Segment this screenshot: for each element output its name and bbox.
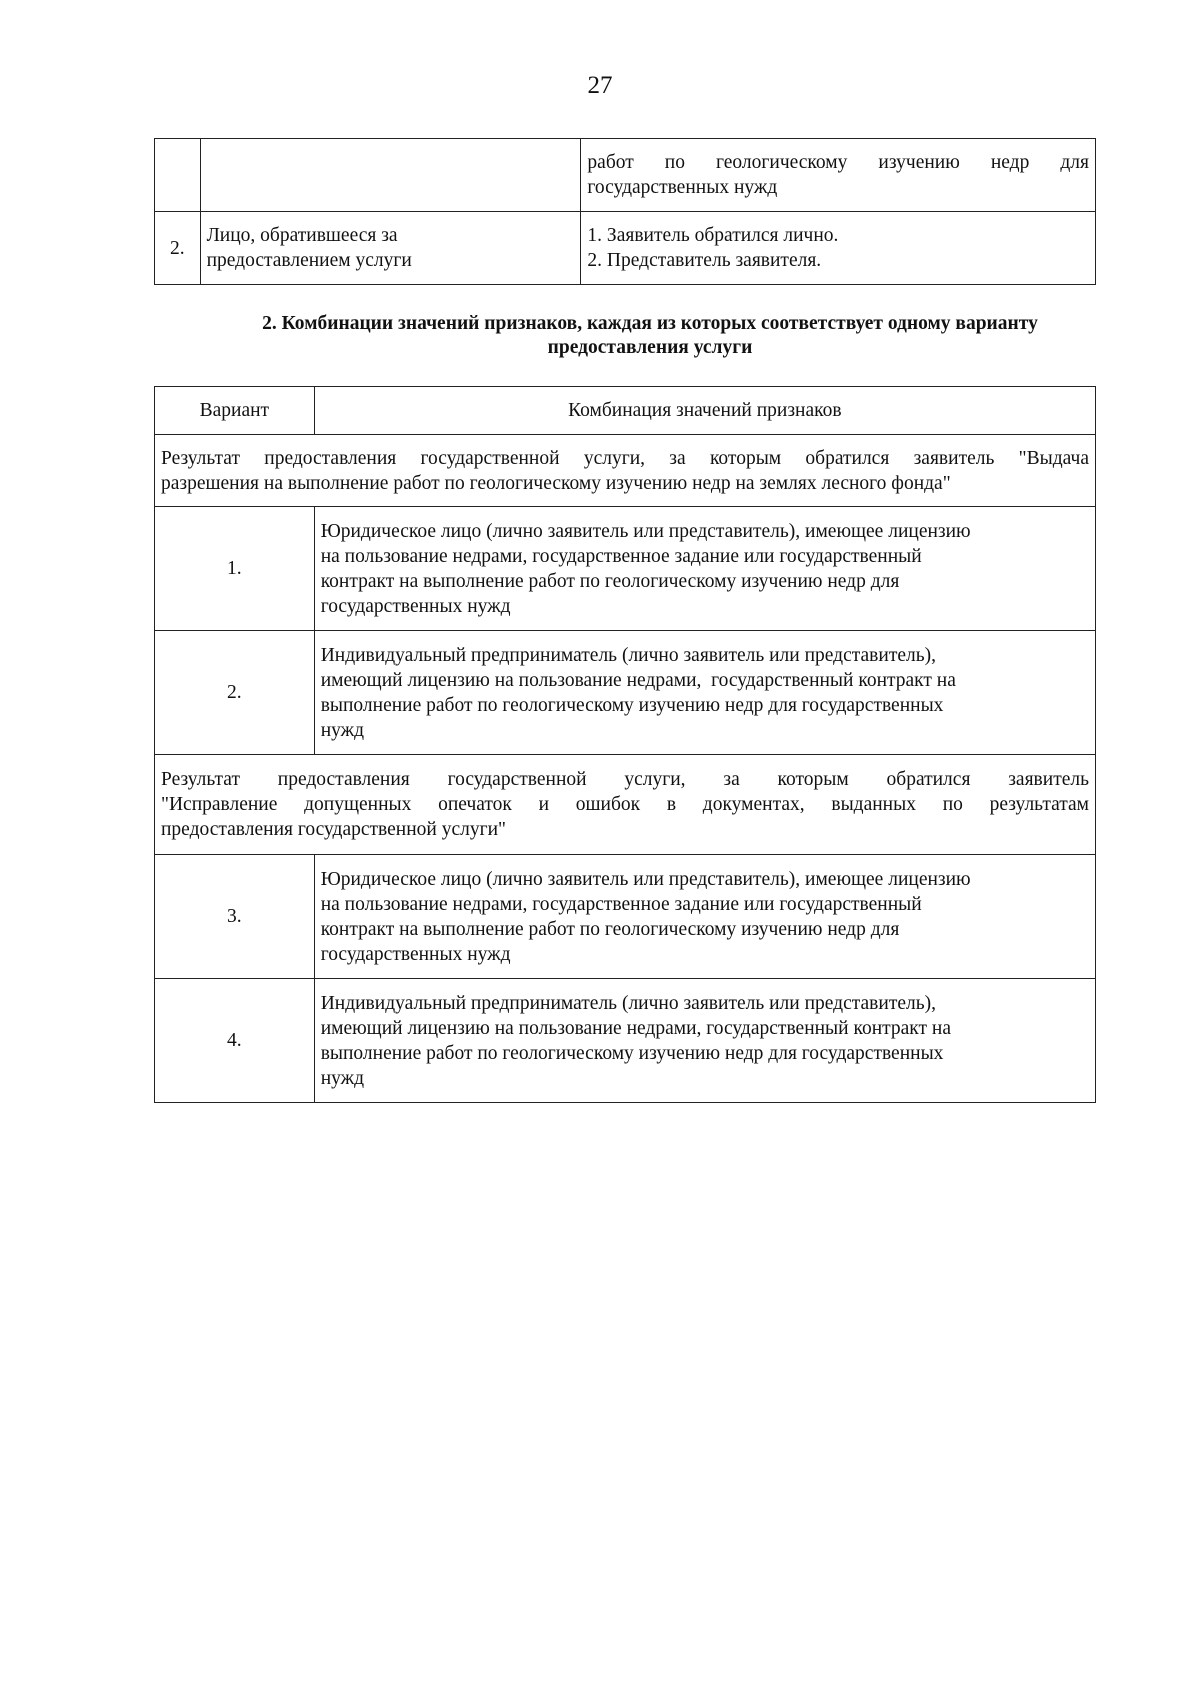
table-row <box>155 631 1096 755</box>
heading-line: 2. Комбинации значений признаков, каждая из которых соответствует одному варианту <box>262 313 1038 334</box>
variant-number: 4. <box>155 979 315 1103</box>
text-line: Юридическое лицо (лично заявитель или представитель), имеющее лицензию <box>320 520 971 542</box>
text-line: Индивидуальный предприниматель (лично заявитель или представитель), <box>320 644 936 666</box>
text-line: предоставлением услуги <box>206 250 412 271</box>
group-row <box>155 435 1096 507</box>
text-line: на пользование недрами, государственное задание или государственный <box>320 893 922 915</box>
criteria-table-continuation <box>154 138 1096 285</box>
page-number: 27 <box>587 72 613 99</box>
text-line: контракт на выполнение работ по геологическому изучению недр для <box>320 918 900 940</box>
text-line: Индивидуальный предприниматель (лично заявитель или представитель), <box>320 992 936 1014</box>
section-heading <box>200 312 1100 360</box>
text-line: работ по геологическому изучению недр для <box>587 152 1089 173</box>
table-row <box>155 212 1096 285</box>
text-line: предоставления государственной услуги" <box>161 819 506 840</box>
row-number: 2. <box>155 212 201 285</box>
heading-line: предоставления услуги <box>547 337 753 358</box>
header-variant: Вариант <box>155 387 315 435</box>
text-line: нужд <box>320 1067 365 1089</box>
table-row <box>155 507 1096 631</box>
combination-text <box>314 631 1095 755</box>
text-line: Результат предоставления государственной услуги, за которым обратился заявитель <box>161 769 1089 790</box>
combination-text <box>314 979 1095 1103</box>
text-line: имеющий лицензию на пользование недрами, государственный контракт на <box>320 669 956 691</box>
text-line: государственных нужд <box>587 177 778 198</box>
text-line: Юридическое лицо (лично заявитель или представитель), имеющее лицензию <box>320 868 971 890</box>
table-row <box>155 139 1096 212</box>
variant-number: 2. <box>155 631 315 755</box>
text-line: Лицо, обратившееся за <box>206 225 398 246</box>
header-combination: Комбинация значений признаков <box>314 387 1095 435</box>
text-line: государственных нужд <box>320 595 511 617</box>
text-line: выполнение работ по геологическому изучению недр для государственных <box>320 1042 944 1064</box>
text-line: 1. Заявитель обратился лично. <box>587 225 839 246</box>
text-line: на пользование недрами, государственное задание или государственный <box>320 545 922 567</box>
text-line: выполнение работ по геологическому изучению недр для государственных <box>320 694 944 716</box>
text-line: контракт на выполнение работ по геологическому изучению недр для <box>320 570 900 592</box>
combination-text <box>314 507 1095 631</box>
text-line: "Исправление допущенных опечаток и ошибок в документах, выданных по результатам <box>161 794 1089 815</box>
table-row <box>155 979 1096 1103</box>
criterion-name <box>200 139 581 212</box>
text-line: разрешения на выполнение работ по геологическому изучению недр на землях лесного фонда" <box>161 472 951 494</box>
table-row <box>155 855 1096 979</box>
criterion-values <box>581 212 1096 285</box>
combination-text <box>314 855 1095 979</box>
text-line: Результат предоставления государственной услуги, за которым обратился заявитель "Выдача <box>161 447 1089 469</box>
variant-number: 1. <box>155 507 315 631</box>
text-line: 2. Представитель заявителя. <box>587 250 822 271</box>
row-number <box>155 139 201 212</box>
text-line: нужд <box>320 719 365 741</box>
criterion-name <box>200 212 581 285</box>
criterion-values <box>581 139 1096 212</box>
group-row <box>155 755 1096 855</box>
group-title <box>155 435 1096 507</box>
variants-table <box>154 386 1096 1103</box>
table-header-row <box>155 387 1096 435</box>
variant-number: 3. <box>155 855 315 979</box>
group-title <box>155 755 1096 855</box>
text-line: имеющий лицензию на пользование недрами, государственный контракт на <box>320 1017 952 1039</box>
text-line: государственных нужд <box>320 943 511 965</box>
